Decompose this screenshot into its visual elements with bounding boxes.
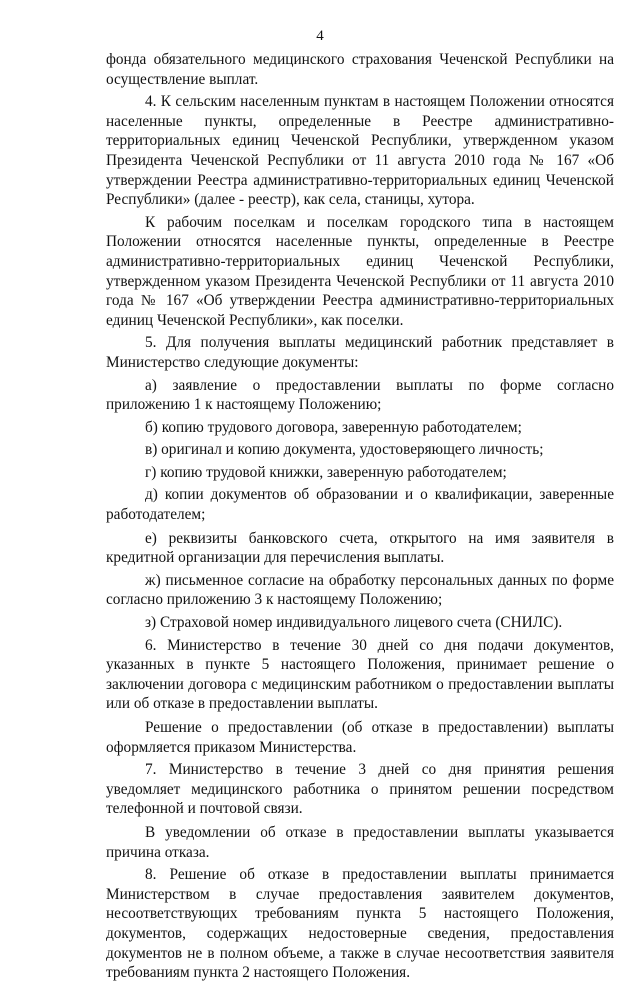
paragraph-item-4: 4. К сельским населенным пунктам в настоящем Положении относятся населенные пункты, определенные в Реестре административно-территориальных единиц Чеченской Республики, утвержденном указом Президента Чеченской Республики от 11 августа 2010 года № 167 «Об утверждении Реестра административно-территориальных единиц Чеченской Республики» (далее - реестр), как села, станицы, хутора. — [106, 93, 614, 209]
list-item-a: а) заявление о предоставлении выплаты по форме согласно приложению 1 к настоящему Положению; — [106, 376, 614, 414]
paragraph-decision-order: Решение о предоставлении (об отказе в предоставлении) выплаты оформляется приказом Министерства. — [106, 719, 614, 756]
paragraph-continuation: фонда обязательного медицинского страхования Чеченской Республики на осуществление выплат. — [106, 51, 614, 88]
list-item-v: в) оригинал и копию документа, удостоверяющего личность; — [145, 441, 544, 459]
paragraph-item-5: 5. Для получения выплаты медицинский работник представляет в Министерство следующие документы: — [106, 334, 614, 371]
list-item-g: г) копию трудовой книжки, заверенную работодателем; — [145, 463, 507, 481]
paragraph-item-8: 8. Решение об отказе в предоставлении выплаты принимается Министерством в случае предоставления заявителем документов, несоответствующих требованиям пункта 5 настоящего Положения, документов, содержащих недостоверные сведения, предоставления документов не в полном объеме, а также в случае несоответствия заявителя требованиям пункта 2 настоящего Положения. — [106, 866, 614, 982]
list-item-d: д) копии документов об образовании и о квалификации, заверенные работодателем; — [106, 486, 614, 524]
list-item-z: з) Страховой номер индивидуального лицевого счета (СНИЛС). — [145, 614, 563, 632]
paragraph-item-7: 7. Министерство в течение 3 дней со дня принятия решения уведомляет медицинского работника о принятом решении посредством телефонной и почтовой связи. — [106, 761, 614, 818]
list-item-b: б) копию трудового договора, заверенную работодателем; — [145, 418, 522, 436]
list-item-e: е) реквизиты банковского счета, открытого на имя заявителя в кредитной организации для перечисления выплаты. — [106, 529, 614, 567]
list-item-zh: ж) письменное согласие на обработку персональных данных по форме согласно приложению 3 к настоящему Положению; — [106, 571, 614, 609]
page-number: 4 — [316, 28, 324, 44]
paragraph-refusal-reason: В уведомлении об отказе в предоставлении выплаты указывается причина отказа. — [106, 823, 614, 861]
paragraph-settlements: К рабочим поселкам и поселкам городского типа в настоящем Положении относятся населенные пункты, определенные в Реестре административно-территориальных единиц Чеченской Республики, утвержденном указом Президента Чеченской Республики от 11 августа 2010 года № 167 «Об утверждении Реестра административно-территориальных единиц Чеченской Республики», как поселки. — [106, 213, 614, 329]
paragraph-item-6: 6. Министерство в течение 30 дней со дня подачи документов, указанных в пункте 5 настоящего Положения, принимает решение о заключении договора с медицинским работником о предоставлении выплаты или об отказе в предоставлении выплаты. — [106, 636, 614, 713]
document-body — [106, 50, 614, 983]
